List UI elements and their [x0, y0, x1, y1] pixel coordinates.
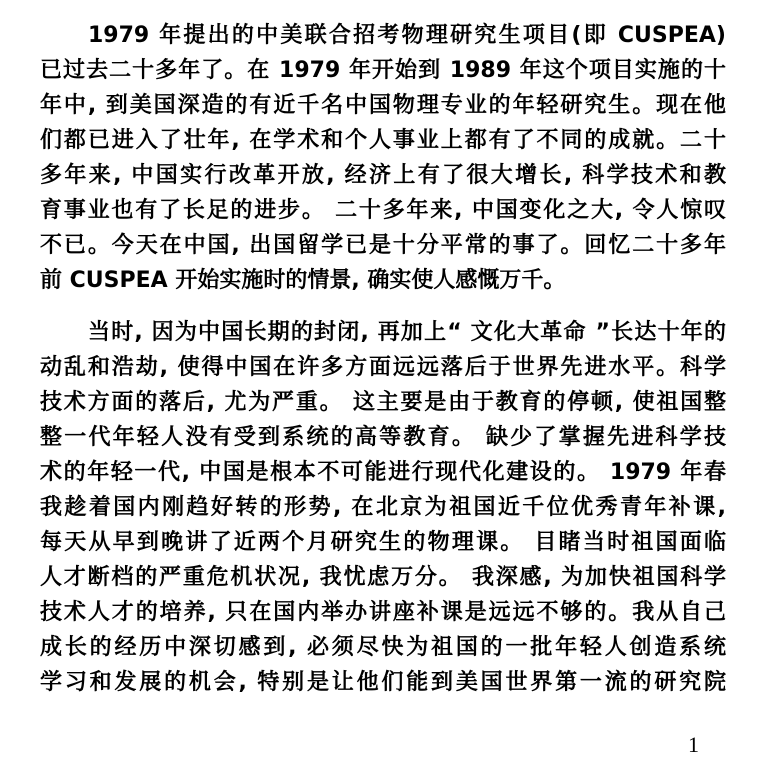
text-line-1: 1979 年提出的中美联合招考物理研究生项目(即 CUSPEA)	[88, 23, 726, 48]
text-line-4: 们都已进入了壮年, 在学术和个人事业上都有了不同的成就。二十	[40, 128, 726, 153]
text-line-19: 学习和发展的机会, 特别是让他们能到美国世界第一流的研究院	[40, 670, 726, 695]
text-line-6: 育事业也有了长足的进步。 二十多年来, 中国变化之大, 令人惊叹	[40, 198, 726, 223]
text-line-3: 年中, 到美国深造的有近千名中国物理专业的年轻研究生。现在他	[40, 93, 726, 118]
text-line-8: 前 CUSPEA 开始实施时的情景, 确实使人感慨万千。	[40, 268, 566, 293]
text-line-17: 技术人才的培养, 只在国内举办讲座补课是远远不够的。我从自己	[40, 600, 726, 625]
text-line-11: 技术方面的落后, 尤为严重。 这主要是由于教育的停顿, 使祖国整	[40, 390, 726, 415]
text-line-5: 多年来, 中国实行改革开放, 经济上有了很大增长, 科学技术和教	[40, 163, 726, 188]
text-line-10: 动乱和浩劫, 使得中国在许多方面远远落后于世界先进水平。科学	[40, 355, 726, 380]
text-line-15: 每天从早到晚讲了近两个月研究生的物理课。 目睹当时祖国面临	[40, 530, 726, 555]
text-line-16: 人才断档的严重危机状况, 我忧虑万分。 我深感, 为加快祖国科学	[40, 565, 726, 590]
page-number: 1	[688, 732, 699, 757]
text-line-13: 术的年轻一代, 中国是根本不可能进行现代化建设的。 1979 年春	[40, 460, 726, 485]
text-line-12: 整一代年轻人没有受到系统的高等教育。 缺少了掌握先进科学技	[40, 425, 726, 450]
text-line-14: 我趁着国内刚趋好转的形势, 在北京为祖国近千位优秀青年补课,	[40, 495, 726, 520]
text-line-2: 已过去二十多年了。在 1979 年开始到 1989 年这个项目实施的十	[40, 58, 726, 83]
text-line-7: 不已。今天在中国, 出国留学已是十分平常的事了。回忆二十多年	[40, 233, 726, 258]
text-line-9: 当时, 因为中国长期的封闭, 再加上“ 文化大革命 ”长达十年的	[88, 320, 726, 345]
text-line-18: 成长的经历中深切感到, 必须尽快为祖国的一批年轻人创造系统	[40, 635, 726, 660]
